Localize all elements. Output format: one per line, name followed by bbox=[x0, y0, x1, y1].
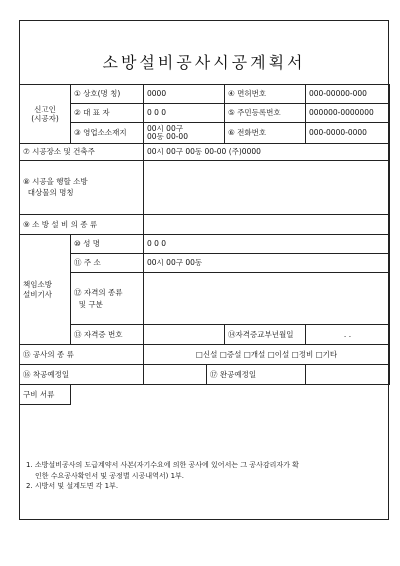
engineer-name-label: ⑩ 성 명 bbox=[71, 235, 144, 254]
qualification-type-value bbox=[144, 273, 390, 325]
note-line-3: 2. 시방서 및 설계도면 각 1부. bbox=[26, 482, 119, 490]
plan-form-table bbox=[19, 84, 390, 405]
representative-value: 0 0 0 bbox=[144, 104, 225, 123]
page-title: 소방설비공사시공계획서 bbox=[102, 53, 306, 72]
resident-no-value: 000000-0000000 bbox=[306, 104, 390, 123]
start-date-label: ⑯ 착공예정일 bbox=[20, 365, 144, 385]
end-date-label: ⑰ 완공예정일 bbox=[207, 365, 306, 385]
resident-no-label: ⑤ 주민등록번호 bbox=[225, 104, 306, 123]
note-line-2: 인한 수요공사확인서 및 공정별 시공내역서) 1부. bbox=[35, 471, 185, 480]
office-address-label: ③ 영업소소재지 bbox=[71, 123, 144, 144]
office-address-value: 00시 00구 00동 00-00 bbox=[144, 123, 225, 144]
required-documents-notes bbox=[26, 460, 382, 492]
target-value bbox=[144, 161, 390, 215]
engineer-name-value: 0 0 0 bbox=[144, 235, 390, 254]
start-date-value bbox=[144, 365, 207, 385]
note-line-1: 1. 소방설비공사의 도급계약서 사본(자기수요에 의한 공사에 있어서는 그 공사감리자가 확 bbox=[26, 461, 299, 469]
equipment-label: ⑨ 소 방 설 비 의 종 류 bbox=[20, 215, 144, 235]
license-no-label: ④ 면허번호 bbox=[225, 85, 306, 104]
work-type-label: ⑮ 공사의 종 류 bbox=[20, 345, 144, 365]
engineer-address-label: ⑪ 주 소 bbox=[71, 254, 144, 273]
target-label: ⑧ 시공을 행할 소방 대상물의 명칭 bbox=[20, 161, 144, 215]
site-label: ⑦ 시공장소 및 건축주 bbox=[20, 144, 144, 161]
issue-date-value: . . bbox=[306, 325, 390, 345]
cert-no-label: ⑬ 자격증 번호 bbox=[71, 325, 144, 345]
trade-name-value: 0000 bbox=[144, 85, 225, 104]
phone-value: 000-0000-0000 bbox=[306, 123, 390, 144]
end-date-value bbox=[306, 365, 390, 385]
documents-label: 구비 서류 bbox=[20, 385, 71, 405]
cert-no-value bbox=[144, 325, 225, 345]
qualification-type-label: ⑫ 자격의 종류 및 구분 bbox=[71, 273, 144, 325]
equipment-value bbox=[144, 215, 390, 235]
site-value: 00시 00구 00동 00-00 (주)0000 bbox=[144, 144, 390, 161]
phone-label: ⑥ 전화번호 bbox=[225, 123, 306, 144]
representative-label: ② 대 표 자 bbox=[71, 104, 144, 123]
work-type-options: □신설 □증설 □개설 □이설 □정비 □기타 bbox=[144, 345, 390, 365]
license-no-value: 000-00000-000 bbox=[306, 85, 390, 104]
engineer-label: 책임소방 설비기사 bbox=[20, 235, 71, 345]
issue-date-label: ⑭자격증교부년월일 bbox=[225, 325, 306, 345]
trade-name-label: ① 상호(명 칭) bbox=[71, 85, 144, 104]
engineer-address-value: 00시 00구 00동 bbox=[144, 254, 390, 273]
reporter-label: 신고인 (시공자) bbox=[20, 85, 71, 144]
